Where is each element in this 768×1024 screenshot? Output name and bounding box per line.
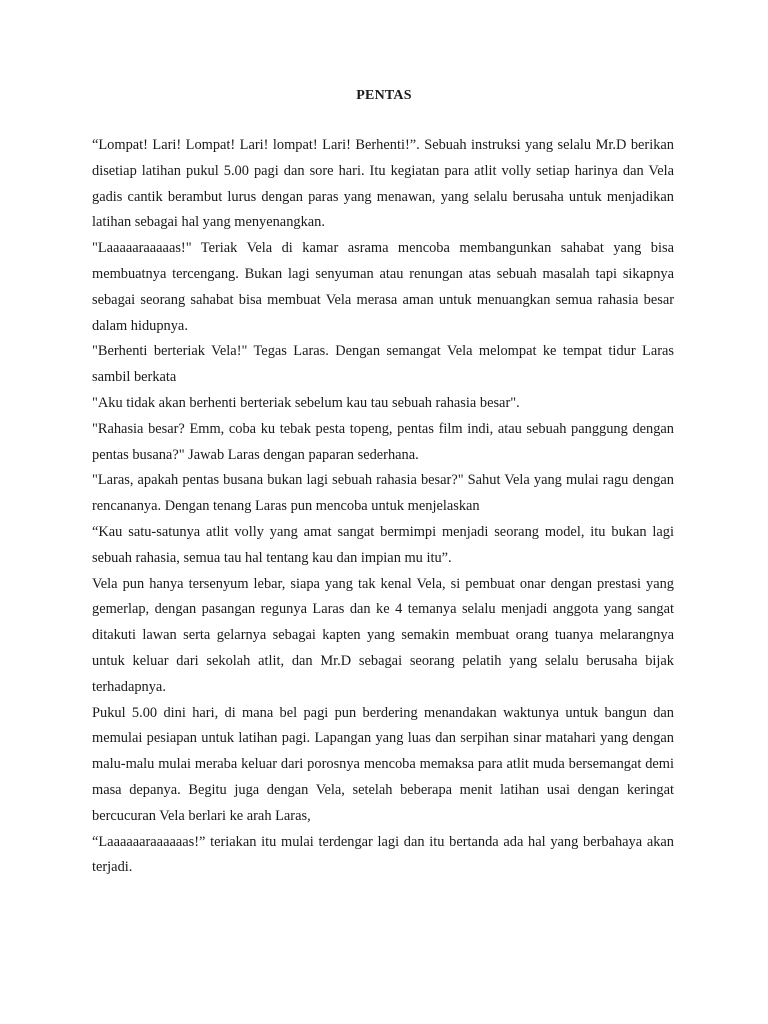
story-body: [92, 133, 674, 881]
paragraph: “Kau satu-satunya atlit volly yang amat sangat bermimpi menjadi seorang model, itu bukan lagi sebuah rahasia, semua tau hal tentang kau dan impian mu itu”.: [92, 523, 674, 566]
paragraph: Vela pun hanya tersenyum lebar, siapa yang tak kenal Vela, si pembuat onar dengan prestasi yang gemerlap, dengan pasangan regunya Laras dan ke 4 temanya selalu menjadi anggota yang sangat ditakuti lawan serta gelarnya sebagai kapten yang semakin membuat orang tuanya melarangnya untuk keluar dari sekolah atlit, dan Mr.D sebagai seorang pelatih yang selalu berusaha bijak terhadapnya.: [92, 575, 674, 695]
paragraph: "Laaaaaraaaaas!" Teriak Vela di kamar asrama mencoba membangunkan sahabat yang bisa membuatnya tercengang. Bukan lagi senyuman atau renungan atas sebuah masalah tapi sikapnya sebagai seorang sahabat bisa membuat Vela merasa aman untuk menuangkan semua rahasia besar dalam hidupnya.: [92, 240, 674, 334]
paragraph: "Aku tidak akan berhenti berteriak sebelum kau tau sebuah rahasia besar".: [92, 394, 520, 411]
paragraph: “Laaaaaaraaaaaas!” teriakan itu mulai terdengar lagi dan itu bertanda ada hal yang berbahaya akan terjadi.: [92, 833, 674, 876]
paragraph: “Lompat! Lari! Lompat! Lari! lompat! Lari! Berhenti!”. Sebuah instruksi yang selalu Mr.D berikan disetiap latihan pukul 5.00 pagi dan sore hari. Itu kegiatan para atlit volly setiap harinya dan Vela gadis cantik berambut lurus dengan paras yang menawan, yang selalu berusaha untuk menjadikan latihan sebagai hal yang menyenangkan.: [92, 137, 674, 231]
paragraph: "Laras, apakah pentas busana bukan lagi sebuah rahasia besar?" Sahut Vela yang mulai ragu dengan rencananya. Dengan tenang Laras pun mencoba untuk menjelaskan: [92, 472, 674, 515]
paragraph: Pukul 5.00 dini hari, di mana bel pagi pun berdering menandakan waktunya untuk bangun dan memulai pesiapan untuk latihan pagi. Lapangan yang luas dan serpihan sinar matahari yang dengan malu-malu mulai meraba keluar dari porosnya mencoba memaksa para atlit muda bersemangat demi masa depanya. Begitu juga dengan Vela, setelah beberapa menit latihan usai dengan keringat bercucuran Vela berlari ke arah Laras,: [92, 704, 674, 824]
page-title: PENTAS: [356, 88, 412, 103]
paragraph: "Berhenti berteriak Vela!" Tegas Laras. Dengan semangat Vela melompat ke tempat tidur Laras sambil berkata: [92, 343, 674, 386]
paragraph: "Rahasia besar? Emm, coba ku tebak pesta topeng, pentas film indi, atau sebuah panggung dengan pentas busana?" Jawab Laras dengan paparan sederhana.: [92, 420, 674, 463]
